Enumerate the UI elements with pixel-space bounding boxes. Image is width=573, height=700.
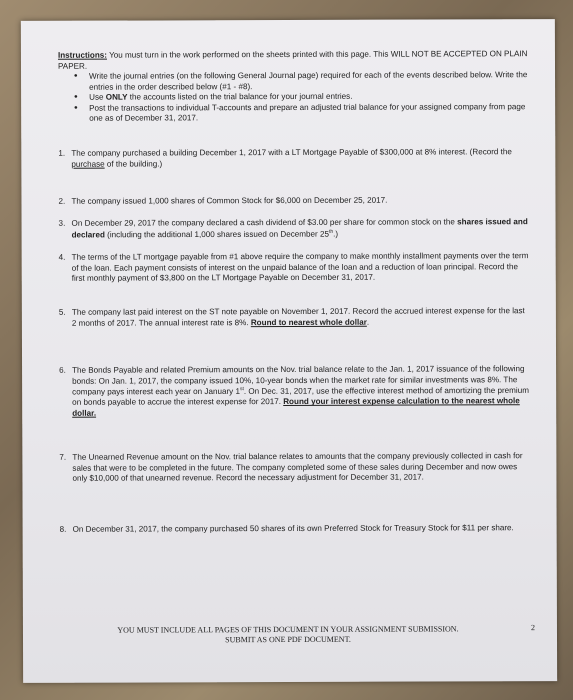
event-item-7: 7. The Unearned Revenue amount on the Nov. trial balance relates to amounts that the company previously collected in cash for sales that were to be completed in the future. The company completed some of these sales during December and now owes only $10,000 of that unearned revenue. Record the necessary adjustment for December 31, 2017. xyxy=(59,451,523,483)
instruction-bullet: • Write the journal entries (on the following General Journal page) required for each of the events described below. Write the entries in the order described below (#1 - #8). xyxy=(86,70,528,93)
instructions-intro: Instructions: You must turn in the work performed on the sheets printed with this page. This WILL NOT BE ACCEPTED ON PLAIN PAPER. xyxy=(57,49,528,71)
instruction-bullet: • Use ONLY the accounts listed on the trial balance for your journal entries. xyxy=(86,91,528,103)
event-item-3: 3. On December 29, 2017 the company declared a cash dividend of $3.00 per share for common stock on the shares issued and declared (including the additional 1,000 shares issued on December 25th.) xyxy=(58,217,528,239)
instruction-bullet: • Post the transactions to individual T-accounts and prepare an adjusted trial balance for your assigned company from page one as of December 31, 2017. xyxy=(86,102,528,125)
event-item-1: 1. The company purchased a building December 1, 2017 with a LT Mortgage Payable of $300,000 at 8% interest. (Record the purchase of the building.) xyxy=(58,147,512,169)
document-page xyxy=(21,19,557,683)
page-number: 2 xyxy=(530,623,535,633)
instructions-title: Instructions: xyxy=(57,50,107,60)
footer-line-1: YOU MUST INCLUDE ALL PAGES OF THIS DOCUMENT IN YOUR ASSIGNMENT SUBMISSION. xyxy=(117,624,459,635)
instructions-list xyxy=(58,70,528,124)
event-item-6: 6. The Bonds Payable and related Premium amounts on the Nov. trial balance relate to the Jan. 1, 2017 issuance of the following bonds: On Jan. 1, 2017, the company issued 10%, 10-year bonds when the market rate for similar investments was 8%. The company pays interest each year on January 1st. On Dec. 31, 2017, use the effective interest method of amortizing the premium on bonds payable to accrue the interest expense for 2017. Round your interest expense calculation to the nearest whole dollar. xyxy=(59,364,529,418)
submission-footer xyxy=(63,624,513,646)
footer-line-2: SUBMIT AS ONE PDF DOCUMENT. xyxy=(225,635,351,645)
event-item-4: 4. The terms of the LT mortgage payable from #1 above require the company to make monthly installment payments over the term of the loan. Each payment consists of interest on the unpaid balance of the loan and a reduction of loan principal. Record the first monthly payment of $3,800 on the LT Mortgage Payable on December 31, 2017. xyxy=(58,251,529,283)
event-item-5: 5. The company last paid interest on the ST note payable on November 1, 2017. Record the accrued interest expense for the last 2 months of 2017. The annual interest rate is 8%. Round to nearest whole dollar. xyxy=(58,306,525,328)
event-item-8: 8. On December 31, 2017, the company purchased 50 shares of its own Preferred Stock for Treasury Stock for $11 per share. xyxy=(59,523,514,534)
instructions-section xyxy=(58,49,528,124)
event-item-2: 2. The company issued 1,000 shares of Common Stock for $6,000 on December 25, 2017. xyxy=(58,195,388,206)
